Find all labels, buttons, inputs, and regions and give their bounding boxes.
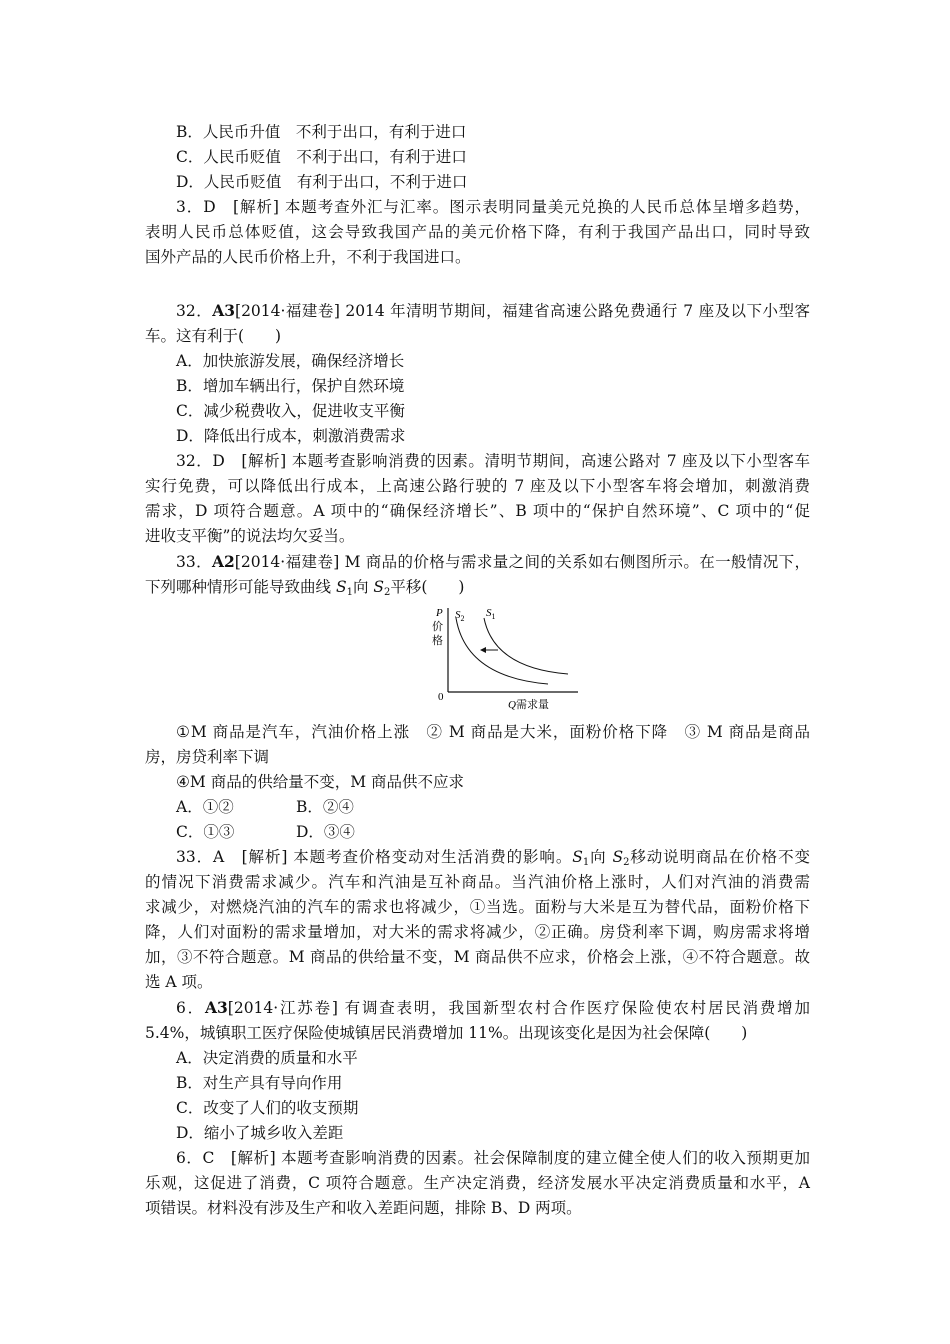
answer-32-line: 32．D [解析] 本题考查影响消费的因素。清明节期间，高速公路对 7 座及以下小型客车 [176,452,810,470]
option-c: C．①③ [176,823,235,841]
option-d: D．缩小了城乡收入差距 [176,1124,344,1142]
options-row [145,820,810,845]
question-6-stem: 5.4%，城镇职工医疗保险使城镇居民消费增加 11%。出现该变化是因为社会保障( ) [145,1024,748,1042]
option-c: C．减少税费收入，促进收支平衡 [176,402,405,420]
question-32-stem: 32．A3[2014·福建卷] 2014 年清明节期间，福建省高速公路免费通行 7 座及以下小型客 [176,301,810,320]
answer-33-line: 选 A 项。 [145,973,213,991]
option-d: D．③④ [296,823,355,841]
x-axis-label: Q需求量 [508,698,549,711]
question-33-stem: 下列哪种情形可能导致曲线 $S_1$向 $S_2$平移( ) [145,578,465,598]
series-label-s2: $S_2$ [455,609,465,623]
option-a: A．决定消费的质量和水平 [176,1049,358,1067]
answer-6-line: 乐观，这促进了消费，C 项符合题意。生产决定消费，经济发展水平决定消费质量和水平，A [145,1174,810,1192]
option-b: B．人民币升值 不利于出口，有利于进口 [176,123,467,141]
y-axis-label-char: 价 [432,620,443,633]
answer-6-line: 6．C [解析] 本题考查影响消费的因素。社会保障制度的建立健全使人们的收入预期更加 [176,1149,810,1167]
series-label-s1: $S_1$ [486,607,496,621]
answer-3-line: 3．D [解析] 本题考查外汇与汇率。图示表明同量美元兑换的人民币总体呈增多趋势， [176,198,810,216]
question-32-stem: 车。这有利于( ) [145,327,282,345]
document-page [145,120,810,1221]
question-33-items: ④M 商品的供给量不变，M 商品供不应求 [176,773,464,791]
option-a: A．①② [176,798,234,816]
question-33-items: ①M 商品是汽车，汽油价格上涨 ② M 商品是大米，面粉价格下降 ③ M 商品是商品 [176,723,810,741]
option-b: B．对生产具有导向作用 [176,1074,343,1092]
question-33-items: 房，房贷利率下调 [145,748,270,766]
answer-33-line: 降，人们对面粉的需求量增加，对大米的需求将减少，②正确。房贷利率下调，购房需求将增 [145,923,810,941]
answer-33-line: 33．A [解析] 本题考查价格变动对生活消费的影响。$S_1$向 $S_2$移动说明商品在价格不变 [176,848,810,868]
answer-32-line: 进收支平衡”的说法均欠妥当。 [145,527,355,545]
option-a: A．加快旅游发展，确保经济增长 [176,352,405,370]
answer-32-line: 实行免费，可以降低出行成本，上高速公路行驶的 7 座及以下小型客车将会增加，刺激消费 [145,477,810,495]
option-d: D．降低出行成本，刺激消费需求 [176,427,406,445]
option-d: D．人民币贬值 有利于出口，不利于进口 [176,173,468,191]
options-row [145,795,810,820]
y-axis-letter: P [436,607,443,619]
origin-label: 0 [438,691,444,703]
curve-s1 [484,618,568,674]
question-6-stem: 6．A3[2014·江苏卷] 有调查表明，我国新型农村合作医疗保险使农村居民消费增加 [176,998,810,1017]
option-c: C．改变了人们的收支预期 [176,1099,359,1117]
answer-6-line: 项错误。材料没有涉及生产和收入差距问题，排除 B、D 两项。 [145,1199,582,1217]
answer-3-line: 国外产品的人民币价格上升，不利于我国进口。 [145,248,471,266]
option-c: C．人民币贬值 不利于出口，有利于进口 [176,148,467,166]
y-axis-label-char: 格 [432,634,443,647]
answer-3-line: 表明人民币总体贬值，这会导致我国产品的美元价格下降，有利于我国产品出口，同时导致 [145,223,810,241]
question-33-stem: 33．A2[2014·福建卷] M 商品的价格与需求量之间的关系如右侧图所示。在一般情况下， [176,552,810,571]
option-b: B．增加车辆出行，保护自然环境 [176,377,405,395]
answer-33-line: 求减少，对燃烧汽油的汽车的需求也将减少，①当选。面粉与大米是互为替代品，面粉价格下 [145,898,810,916]
option-b: B．②④ [296,798,354,816]
answer-32-line: 需求，D 项符合题意。A 项中的“确保经济增长”、B 项中的“保护自然环境”、C 项中的“促 [145,502,810,520]
answer-33-line: 加，③不符合题意。M 商品的供给量不变，M 商品供不应求，价格会上涨，④不符合题意。故 [145,948,810,966]
demand-chart [428,602,588,714]
demand-curve-figure [145,602,810,714]
answer-33-line: 的情况下消费需求减少。汽车和汽油是互补商品。当汽油价格上涨时，人们对汽油的消费需 [145,873,810,891]
